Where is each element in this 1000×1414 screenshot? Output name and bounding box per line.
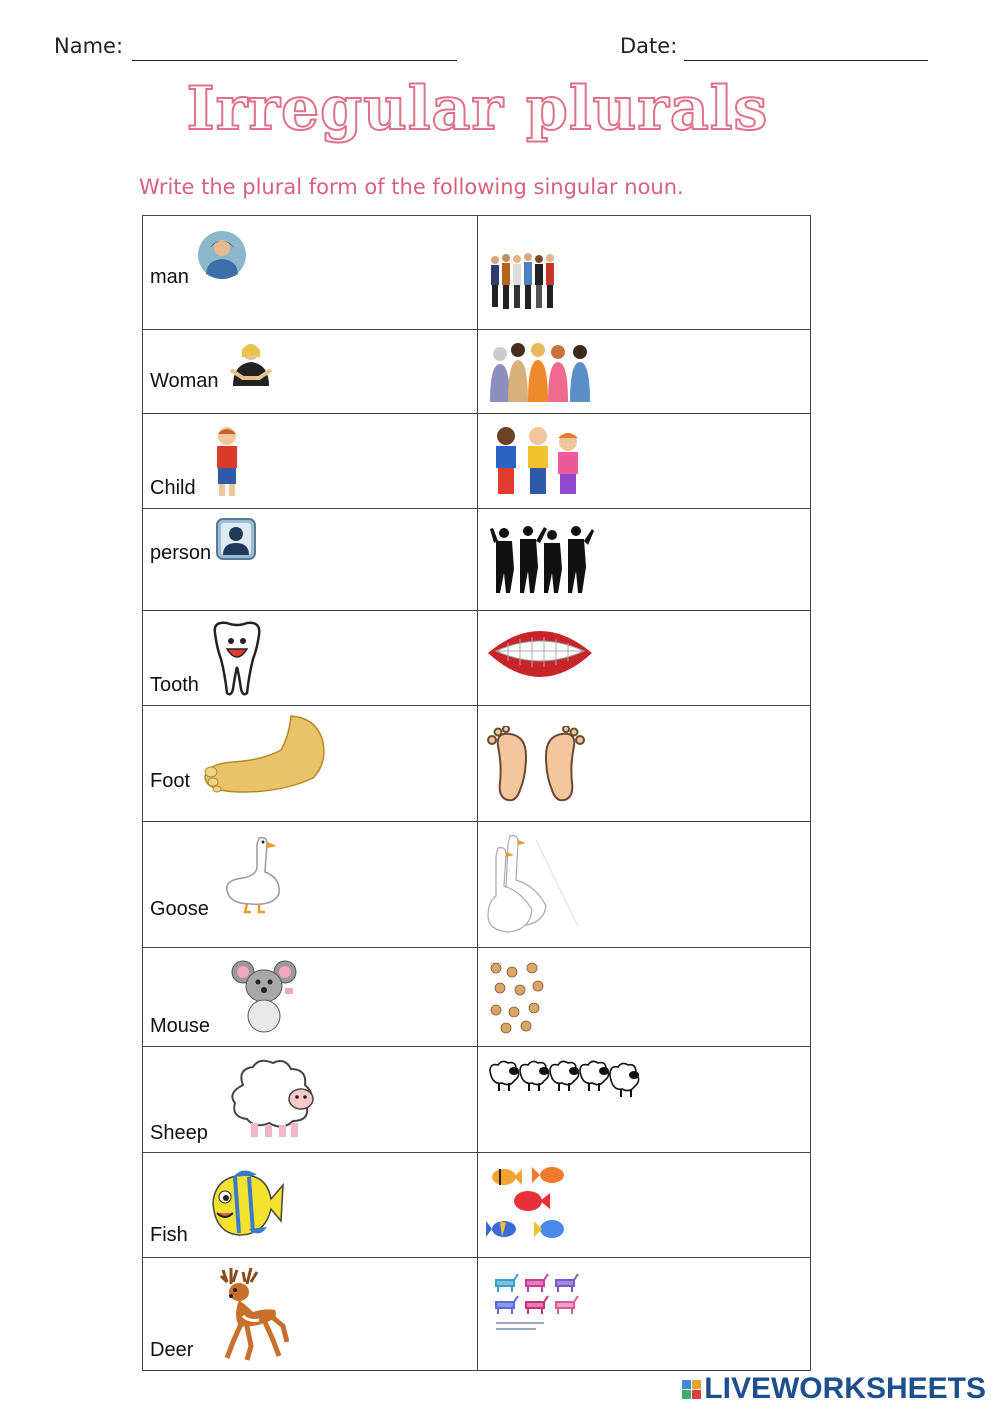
plural-cell[interactable] (478, 706, 811, 822)
table-row (143, 1153, 811, 1258)
singular-word: Mouse (150, 1015, 211, 1037)
singular-cell (143, 1258, 478, 1371)
singular-cell (143, 216, 478, 330)
plural-cell[interactable] (478, 1258, 811, 1371)
deer-herd-icon (492, 1270, 588, 1340)
instruction-text: Write the plural form of the following singular noun. (139, 175, 684, 199)
woman-icon (229, 340, 273, 388)
table-row (143, 216, 811, 330)
name-field-line[interactable] (132, 60, 457, 61)
fishes-icon (486, 1161, 570, 1247)
plural-cell[interactable] (478, 611, 811, 706)
teeth-icon (486, 623, 594, 687)
page-title: Irregular plurals (186, 74, 769, 144)
singular-cell (143, 611, 478, 706)
singular-cell (143, 822, 478, 948)
singular-word: Woman (150, 370, 219, 392)
plural-cell[interactable] (478, 414, 811, 509)
singular-cell (143, 1047, 478, 1153)
plurals-table (142, 215, 811, 1371)
child-icon (209, 424, 245, 498)
tooth-icon (209, 619, 265, 697)
singular-word: Goose (150, 898, 209, 920)
singular-word: person (150, 542, 212, 564)
table-row (143, 706, 811, 822)
brand-text: LIVEWORKSHEETS (704, 1372, 986, 1405)
singular-word: Sheep (150, 1122, 208, 1144)
person-icon (215, 517, 257, 561)
plural-cell[interactable] (478, 1047, 811, 1153)
table-row (143, 948, 811, 1047)
table-row (143, 822, 811, 948)
plural-cell[interactable] (478, 216, 811, 330)
feet-icon (486, 726, 586, 804)
liveworksheets-logo (682, 1372, 986, 1406)
singular-cell (143, 414, 478, 509)
foot-icon (203, 714, 329, 794)
singular-cell (143, 948, 478, 1047)
singular-word: Tooth (150, 674, 199, 696)
singular-word: man (150, 266, 189, 288)
women-group-icon (488, 340, 604, 404)
singular-cell (143, 706, 478, 822)
sheep-flock-icon (486, 1057, 642, 1101)
table-row (143, 509, 811, 611)
table-row (143, 611, 811, 706)
singular-word: Foot (150, 770, 191, 792)
singular-cell (143, 1153, 478, 1258)
sheep-icon (227, 1055, 323, 1145)
fish-icon (209, 1163, 285, 1243)
goose-icon (225, 832, 283, 914)
singular-cell (143, 330, 478, 414)
children-group-icon (486, 424, 590, 496)
plural-cell[interactable] (478, 1153, 811, 1258)
singular-word: Deer (150, 1339, 194, 1361)
man-icon (197, 230, 247, 280)
deer-icon (209, 1266, 289, 1362)
date-field-line[interactable] (684, 60, 928, 61)
plural-cell[interactable] (478, 822, 811, 948)
mouse-icon (231, 958, 297, 1036)
table-row (143, 1047, 811, 1153)
mice-icon (486, 960, 550, 1034)
people-silhouette-icon (490, 523, 594, 595)
plural-cell[interactable] (478, 948, 811, 1047)
table-row (143, 330, 811, 414)
table-row (143, 414, 811, 509)
name-label: Name: (54, 34, 124, 58)
geese-icon (486, 830, 582, 940)
singular-cell (143, 509, 478, 611)
plural-cell[interactable] (478, 509, 811, 611)
singular-word: Child (150, 477, 196, 499)
men-group-icon (488, 252, 568, 314)
table-row (143, 1258, 811, 1371)
singular-word: Fish (150, 1224, 188, 1246)
plural-cell[interactable] (478, 330, 811, 414)
brand-blocks-icon (682, 1380, 701, 1399)
date-label: Date: (620, 34, 678, 58)
